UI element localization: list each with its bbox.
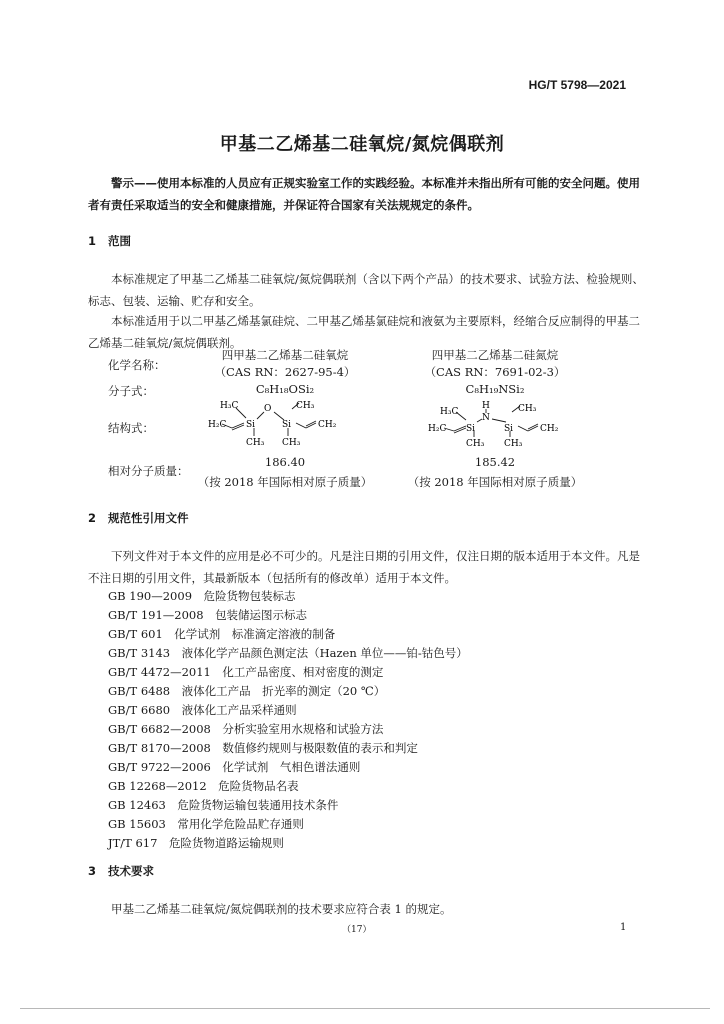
label-molecular-mass: 相对分子质量： — [108, 464, 189, 478]
reference-item — [108, 777, 468, 796]
left-product-mass-note: （按 2018 年国际相对原子质量） — [197, 475, 373, 489]
left-product-formula: C₈H₁₈OSi₂ — [255, 382, 315, 396]
struct-left-bridge-atom: O — [264, 404, 272, 414]
reference-code: GB/T 6488 — [108, 684, 171, 698]
section-number: 3 — [88, 864, 97, 878]
reference-code: GB/T 3143 — [108, 646, 171, 660]
silazane-structure-diagram — [422, 398, 572, 448]
struct-left-si-2: Si — [282, 420, 292, 430]
section-2-heading — [88, 510, 189, 526]
reference-item — [108, 606, 468, 625]
reference-item — [108, 815, 468, 834]
reference-item — [108, 663, 468, 682]
reference-title: 危险货物道路运输规则 — [168, 836, 284, 850]
struct-right-h2c: H₂C — [428, 424, 447, 434]
page-number: 1 — [620, 922, 627, 933]
reference-title: 分析实验室用水规格和试验方法 — [222, 722, 384, 736]
struct-right-ch2: CH₂ — [540, 424, 559, 434]
reference-code: GB/T 6680 — [108, 703, 171, 717]
section-title: 范围 — [108, 234, 131, 248]
reference-item — [108, 701, 468, 720]
reference-code: GB/T 9722—2006 — [108, 760, 211, 774]
reference-title: 液体化工产品 折光率的测定（20 ℃） — [181, 684, 386, 698]
reference-list — [108, 587, 468, 853]
reference-code: GB/T 8170—2008 — [108, 741, 211, 755]
right-product-cas: （CAS RN：7691-02-3） — [424, 365, 566, 379]
right-product-mass: 185.42 — [474, 455, 516, 469]
reference-item — [108, 720, 468, 739]
struct-right-bridge-atom: N — [482, 413, 490, 423]
left-product-mass: 186.40 — [264, 455, 306, 469]
siloxane-structure-diagram — [200, 398, 350, 448]
reference-code: GB/T 601 — [108, 627, 163, 641]
reference-item — [108, 644, 468, 663]
struct-left-ch3-top: CH₃ — [296, 401, 315, 411]
document-title: 甲基二乙烯基二硅氧烷/氮烷偶联剂 — [219, 134, 505, 155]
left-product-name: 四甲基二乙烯基二硅氧烷 — [221, 348, 349, 362]
label-chemical-name: 化学名称： — [108, 358, 166, 372]
struct-left-ch3-bottom-2: CH₃ — [282, 438, 301, 448]
reference-title: 包装储运图示标志 — [215, 608, 308, 622]
reference-code: GB 190—2009 — [108, 589, 193, 603]
bottom-divider — [20, 1008, 710, 1009]
reference-item — [108, 739, 468, 758]
right-product-mass-note: （按 2018 年国际相对原子质量） — [407, 475, 583, 489]
section-title: 规范性引用文件 — [108, 511, 189, 525]
reference-code: GB/T 4472—2011 — [108, 665, 211, 679]
scope-paragraph-2: 本标准适用于以二甲基乙烯基氯硅烷、二甲基乙烯基氯硅烷和液氨为主要原料，经缩合反应制得的甲基二乙烯基二硅氧烷/氮烷偶联剂。 — [88, 314, 640, 350]
struct-right-si-1: Si — [466, 424, 476, 434]
reference-title: 化学试剂 气相色谱法通则 — [222, 760, 361, 774]
section-number: 1 — [88, 234, 97, 248]
reference-title: 常用化学危险品贮存通则 — [177, 817, 304, 831]
struct-right-ch3-bottom-1: CH₃ — [466, 439, 485, 448]
reference-title: 数值修约规则与极限数值的表示和判定 — [222, 741, 418, 755]
struct-left-si-1: Si — [246, 420, 256, 430]
reference-item — [108, 796, 468, 815]
reference-title: 液体化学产品颜色测定法（Hazen 单位——铂-钴色号） — [181, 646, 468, 660]
struct-left-ch2: CH₂ — [318, 420, 337, 430]
reference-code: GB/T 191—2008 — [108, 608, 204, 622]
reference-code: GB 12268—2012 — [108, 779, 207, 793]
section-1-heading — [88, 233, 131, 249]
technical-requirements-paragraph: 甲基二乙烯基二硅氧烷/氮烷偶联剂的技术要求应符合表 1 的规定。 — [111, 902, 452, 916]
inner-page-number: （17） — [342, 925, 372, 935]
reference-code: GB/T 6682—2008 — [108, 722, 211, 736]
label-molecular-formula: 分子式： — [108, 384, 154, 398]
struct-left-h2c: H₂C — [208, 420, 227, 430]
left-product-cas: （CAS RN：2627-95-4） — [214, 365, 356, 379]
reference-item — [108, 758, 468, 777]
struct-right-ch3-top: CH₃ — [518, 404, 537, 414]
reference-item — [108, 625, 468, 644]
label-structure: 结构式： — [108, 421, 154, 435]
reference-code: JT/T 617 — [108, 836, 158, 850]
section-title: 技术要求 — [108, 864, 154, 878]
right-product-name: 四甲基二乙烯基二硅氮烷 — [431, 348, 559, 362]
right-product-formula: C₈H₁₉NSi₂ — [465, 382, 525, 396]
struct-right-h: H — [482, 401, 490, 411]
reference-title: 危险货物品名表 — [218, 779, 299, 793]
scope-paragraph-1: 本标准规定了甲基二乙烯基二硅氧烷/氮烷偶联剂（含以下两个产品）的技术要求、试验方法、检验规则、标志、包装、运输、贮存和安全。 — [88, 272, 644, 308]
struct-left-ch3-bottom-1: CH₃ — [246, 438, 265, 448]
reference-item — [108, 587, 468, 606]
reference-title: 危险货物包装标志 — [203, 589, 296, 603]
standard-number: HG/T 5798—2021 — [528, 78, 626, 92]
warning-paragraph: 警示——使用本标准的人员应有正规实验室工作的实践经验。本标准并未指出所有可能的安全问题。使用者有责任采取适当的安全和健康措施，并保证符合国家有关法规规定的条件。 — [88, 176, 640, 212]
struct-right-si-2: Si — [504, 424, 514, 434]
struct-left-h3c: H₃C — [220, 401, 239, 411]
reference-title: 危险货物运输包装通用技术条件 — [177, 798, 339, 812]
references-intro: 下列文件对于本文件的应用是必不可少的。凡是注日期的引用文件，仅注日期的版本适用于本文件。凡是不注日期的引用文件，其最新版本（包括所有的修改单）适用于本文件。 — [88, 549, 640, 585]
struct-right-h3c: H₃C — [440, 407, 459, 417]
section-3-heading — [88, 863, 154, 879]
section-number: 2 — [88, 511, 97, 525]
reference-title: 液体化工产品采样通则 — [181, 703, 297, 717]
reference-title: 化工产品密度、相对密度的测定 — [222, 665, 384, 679]
reference-code: GB 15603 — [108, 817, 166, 831]
reference-item — [108, 834, 468, 853]
reference-item — [108, 682, 468, 701]
reference-title: 化学试剂 标准滴定溶液的制备 — [174, 627, 336, 641]
reference-code: GB 12463 — [108, 798, 166, 812]
struct-right-ch3-bottom-2: CH₃ — [504, 439, 523, 448]
